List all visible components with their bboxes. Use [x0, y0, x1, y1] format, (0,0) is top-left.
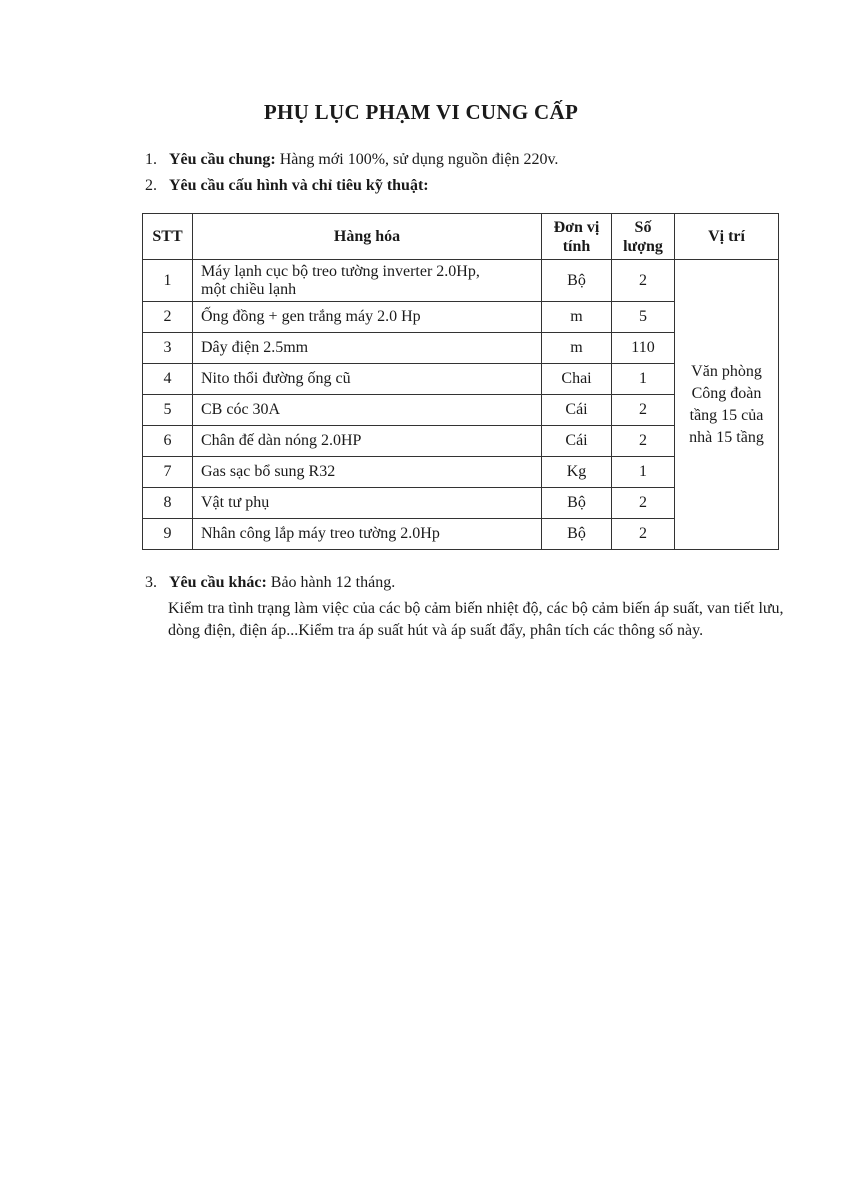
- row-stt: 7: [143, 457, 193, 488]
- row-qty: 5: [612, 302, 675, 333]
- row-qty: 2: [612, 426, 675, 457]
- row-item-name: Nito thổi đường ống cũ: [193, 364, 542, 395]
- header-unit-line1: Đơn vị: [553, 218, 600, 236]
- table-row: [143, 260, 779, 302]
- row-item-name-line2: một chiều lạnh: [201, 280, 297, 298]
- row-qty: 2: [612, 260, 675, 302]
- header-unit-line2: tính: [562, 237, 591, 255]
- supply-scope-table: [142, 213, 779, 550]
- row-unit: m: [542, 333, 612, 364]
- location-line1: Văn phòng: [691, 362, 762, 380]
- header-qty: [612, 214, 675, 260]
- row-unit: Chai: [542, 364, 612, 395]
- row-qty: 110: [612, 333, 675, 364]
- row-stt: 1: [143, 260, 193, 302]
- row-qty: 2: [612, 395, 675, 426]
- req3-label: Yêu cầu khác:: [169, 574, 267, 591]
- row-stt: 5: [143, 395, 193, 426]
- location-cell: [675, 260, 779, 550]
- row-stt: 3: [143, 333, 193, 364]
- table-header-row: [143, 214, 779, 260]
- row-stt: 4: [143, 364, 193, 395]
- row-stt: 6: [143, 426, 193, 457]
- row-item-name: Nhân công lắp máy treo tường 2.0Hp: [193, 519, 542, 550]
- req1-number: 1.: [145, 151, 157, 168]
- row-stt: 9: [143, 519, 193, 550]
- row-item-name: Chân đế dàn nóng 2.0HP: [193, 426, 542, 457]
- page-title: PHỤ LỤC PHẠM VI CUNG CẤP: [263, 100, 579, 124]
- row-stt: 8: [143, 488, 193, 519]
- other-requirement: [145, 573, 395, 593]
- row-qty: 1: [612, 457, 675, 488]
- row-unit: Cái: [542, 426, 612, 457]
- req3-text: Bảo hành 12 tháng.: [270, 574, 396, 591]
- location-line2: Công đoàn: [691, 384, 762, 402]
- other-requirement-detail: Kiểm tra tình trạng làm việc của các bộ cảm biến nhiệt độ, các bộ cảm biến áp suất, van tiết lưu, dòng điện, điện áp...Kiểm tra áp suất hút và áp suất đẩy, phân tích các thông số này.: [168, 600, 784, 639]
- row-item-name-line1: Máy lạnh cục bộ treo tường inverter 2.0Hp,: [201, 262, 480, 280]
- req2-number: 2.: [145, 177, 157, 194]
- row-item-name: Vật tư phụ: [193, 488, 542, 519]
- header-qty-line1: Số: [634, 218, 652, 236]
- row-unit: Bộ: [542, 519, 612, 550]
- row-item-name: Dây điện 2.5mm: [193, 333, 542, 364]
- row-unit: m: [542, 302, 612, 333]
- req2-label: Yêu cầu cấu hình và chỉ tiêu kỹ thuật:: [169, 177, 429, 194]
- row-unit: Cái: [542, 395, 612, 426]
- row-item-name: Ống đồng + gen trắng máy 2.0 Hp: [193, 302, 542, 333]
- row-unit: Bộ: [542, 488, 612, 519]
- header-qty-line2: lượng: [623, 237, 663, 255]
- location-line4: nhà 15 tầng: [689, 428, 764, 446]
- row-unit: Bộ: [542, 260, 612, 302]
- technical-requirement: [145, 176, 429, 196]
- header-unit: [542, 214, 612, 260]
- req3-number: 3.: [145, 574, 157, 591]
- header-location: Vị trí: [675, 214, 779, 260]
- row-unit: Kg: [542, 457, 612, 488]
- row-item-name: [193, 260, 542, 302]
- req1-text: Hàng mới 100%, sử dụng nguồn điện 220v.: [279, 151, 559, 168]
- header-item: Hàng hóa: [193, 214, 542, 260]
- row-qty: 1: [612, 364, 675, 395]
- row-qty: 2: [612, 519, 675, 550]
- row-item-name: Gas sạc bổ sung R32: [193, 457, 542, 488]
- header-stt: STT: [143, 214, 193, 260]
- location-line3: tầng 15 của: [689, 406, 764, 424]
- row-qty: 2: [612, 488, 675, 519]
- general-requirement: [145, 150, 558, 170]
- req1-label: Yêu cầu chung:: [169, 151, 276, 168]
- row-item-name: CB cóc 30A: [193, 395, 542, 426]
- row-stt: 2: [143, 302, 193, 333]
